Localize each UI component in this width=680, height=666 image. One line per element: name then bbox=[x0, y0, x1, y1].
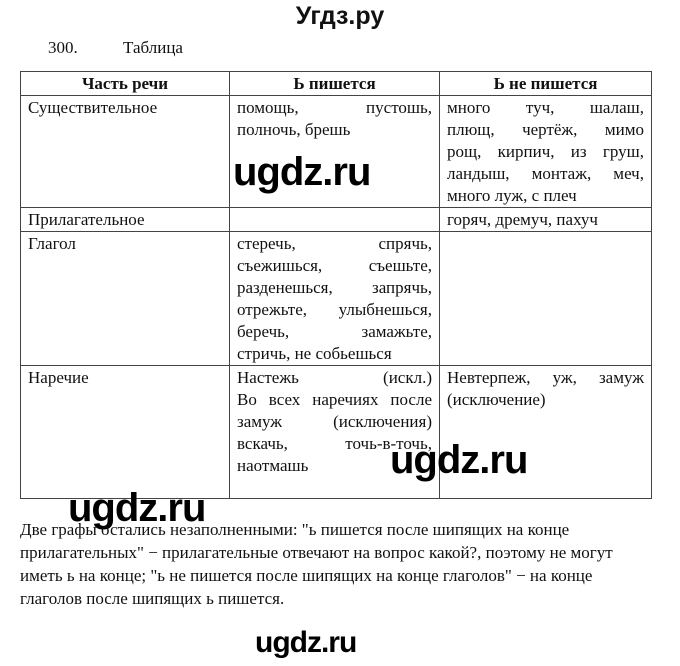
part-of-speech-cell: Глагол bbox=[21, 232, 230, 366]
with-soft-cell bbox=[230, 208, 440, 232]
cell-line: замуж (исключения) bbox=[237, 412, 432, 431]
part-of-speech-cell: Прилагательное bbox=[21, 208, 230, 232]
without-soft-cell bbox=[440, 208, 652, 232]
cell-line: много туч, шалаш, bbox=[447, 98, 644, 117]
explanation-paragraph: Две графы остались незаполненными: "ь пишется после шипящих на конце прилагательных" − прилагательные отвечают на вопрос какой?, поэтому не могут иметь ь на конце; "ь не пишется после шипящих на конце глаголов" − на конце глаголов после шипящих ь пишется. bbox=[20, 520, 613, 608]
without-soft-cell bbox=[440, 232, 652, 366]
part-of-speech-cell: Наречие bbox=[21, 366, 230, 499]
cell-line: Во всех наречиях после bbox=[237, 390, 432, 409]
cell-line: горяч, дремуч, пахуч bbox=[447, 210, 598, 229]
table-row bbox=[21, 366, 652, 499]
watermark: ugdz.ru bbox=[68, 486, 206, 530]
parts-of-speech-table bbox=[20, 71, 652, 499]
cell-line: Настежь (искл.) bbox=[237, 368, 432, 387]
cell-line: рощ, кирпич, из груш, bbox=[447, 142, 644, 161]
header-part: Часть речи bbox=[21, 72, 230, 96]
cell-line: полночь, брешь bbox=[237, 120, 351, 139]
watermark: ugdz.ru bbox=[233, 150, 371, 194]
table-row bbox=[21, 208, 652, 232]
cell-line: съежишься, съешьте, bbox=[237, 256, 432, 275]
without-soft-cell bbox=[440, 96, 652, 208]
cell-line: стричь, не собьешься bbox=[237, 344, 392, 363]
exercise-title: Таблица bbox=[123, 38, 183, 57]
part-of-speech-cell: Существительное bbox=[21, 96, 230, 208]
cell-line: много луж, с плеч bbox=[447, 186, 577, 205]
cell-line: Невтерпеж, уж, замуж bbox=[447, 368, 644, 387]
cell-line: помощь, пустошь, bbox=[237, 98, 432, 117]
with-soft-cell bbox=[230, 232, 440, 366]
exercise-number: 300. bbox=[48, 38, 78, 57]
cell-line: (исключение) bbox=[447, 390, 546, 409]
cell-line: наотмашь bbox=[237, 456, 309, 475]
header-without-soft-sign: Ь не пишется bbox=[440, 72, 652, 96]
cell-line: стеречь, спрячь, bbox=[237, 234, 432, 253]
cell-line: вскачь, точь-в-точь, bbox=[237, 434, 432, 453]
site-title: Угдз.ру bbox=[295, 2, 385, 30]
watermark: ugdz.ru bbox=[390, 438, 528, 482]
watermark: ugdz.ru bbox=[255, 626, 357, 659]
header-with-soft-sign: Ь пишется bbox=[230, 72, 440, 96]
cell-line: беречь, замажьте, bbox=[237, 322, 432, 341]
table-row bbox=[21, 232, 652, 366]
cell-line: ландыш, монтаж, меч, bbox=[447, 164, 644, 183]
cell-line: отрежьте, улыбнешься, bbox=[237, 300, 432, 319]
cell-line: разденешься, запрячь, bbox=[237, 278, 432, 297]
cell-line: плющ, чертёж, мимо bbox=[447, 120, 644, 139]
